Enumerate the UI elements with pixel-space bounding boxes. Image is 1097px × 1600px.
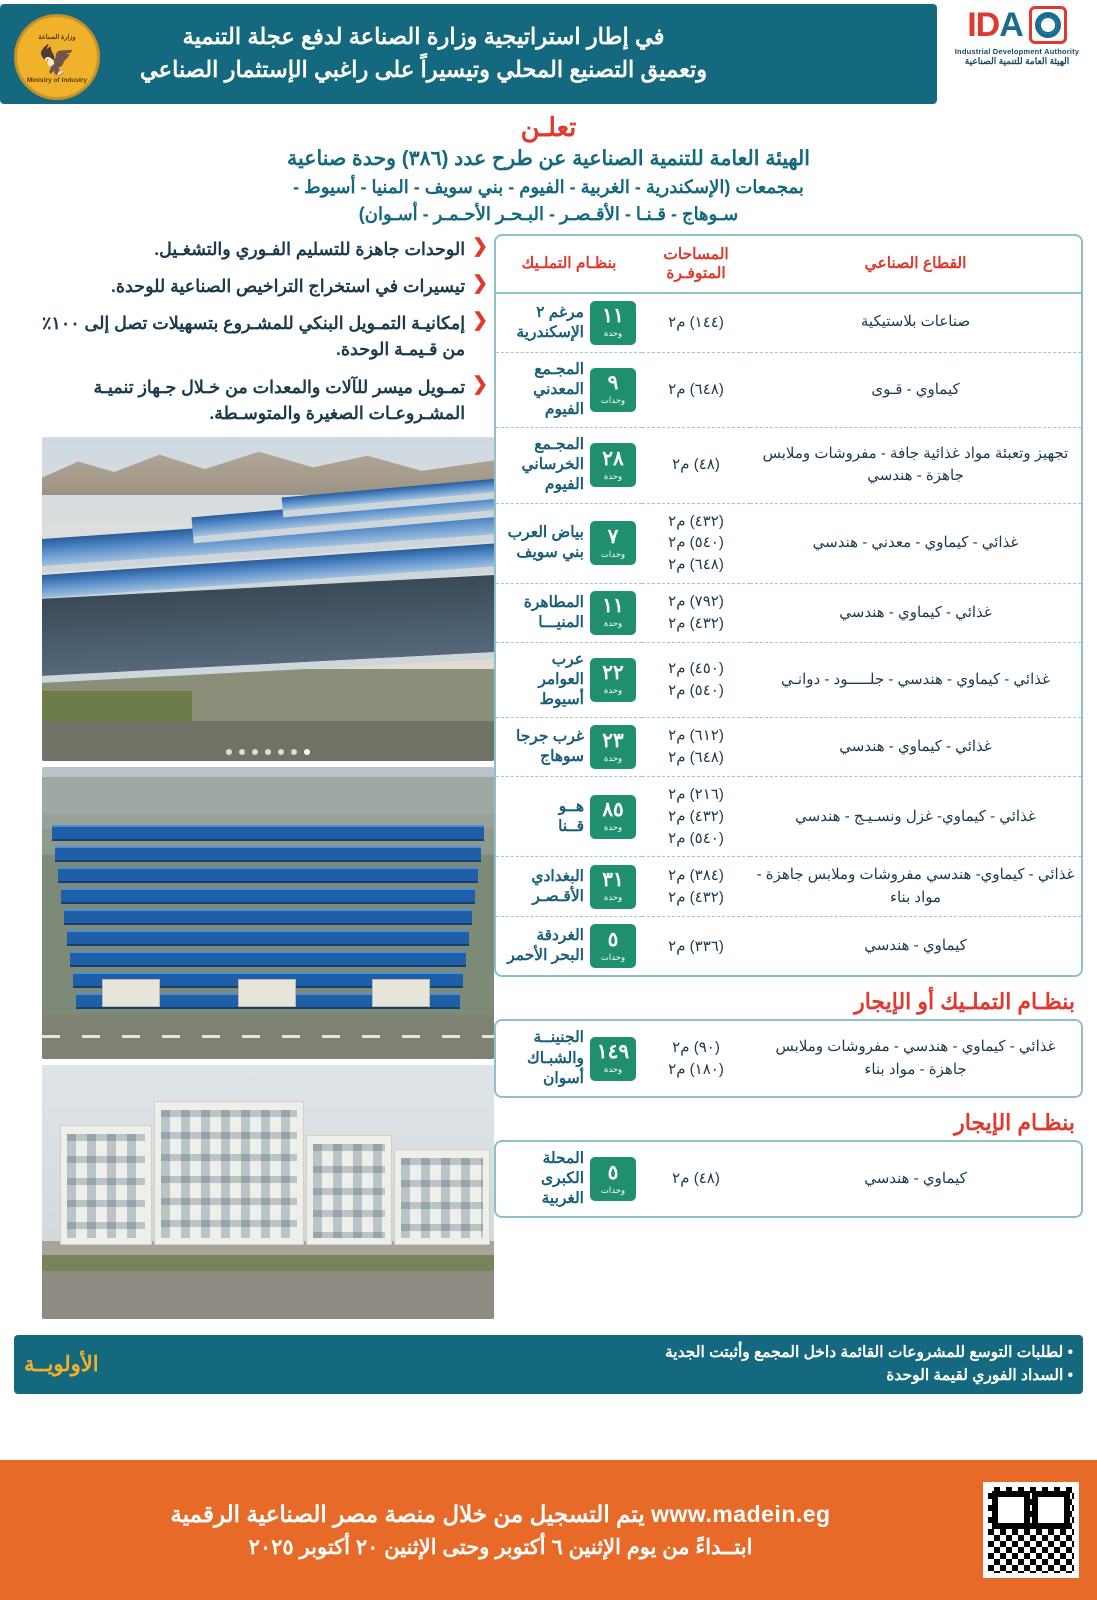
ownership-or-rent-table-wrapper (494, 1019, 1083, 1097)
eagle-icon: 🦅 (38, 44, 76, 78)
gear-icon (1029, 6, 1067, 44)
footer-registration-line (28, 1497, 973, 1532)
cell-available-area: (٤٣٢) م٢ (٥٤٠) م٢ (٦٤٨) م٢ (642, 503, 750, 583)
table-row (496, 777, 1081, 857)
complex-location: بياض العرب بني سويف (507, 524, 584, 562)
unit-word: وحدة (603, 1064, 623, 1075)
unit-count: ١١ (602, 305, 624, 328)
unit-count-badge (590, 924, 636, 968)
complex-location: المجـمع المعدني الفيوم (533, 360, 584, 418)
feature-item (22, 310, 488, 363)
cell-available-area: (٦٤٨) م٢ (642, 352, 750, 427)
unit-count-badge (590, 725, 636, 769)
cell-industrial-sector: غذائي - كيماوي - هندسي - جلـــــود - دوانـي (750, 642, 1081, 717)
unit-count-badge (590, 591, 636, 635)
ida-logo-letters: IDA (967, 6, 1023, 44)
cell-available-area: (٦١٢) م٢ (٦٤٨) م٢ (642, 718, 750, 777)
ida-logo-subtitle-en: Industrial Development Authority (954, 47, 1080, 56)
table-row (496, 718, 1081, 777)
unit-count-badge (590, 1037, 636, 1081)
announcement-line-1: الهيئة العامة للتنمية الصناعية عن طرح عدد (٣٨٦) وحدة صناعية (287, 147, 810, 170)
residential-industrial-buildings-photo (42, 1065, 494, 1319)
priority-items (117, 1342, 1073, 1387)
feature-item (22, 273, 488, 299)
cell-units-and-location (496, 352, 642, 427)
announcement-line-2b: سـوهاج - قـنـا - الأقـصـر - البـحـر الأحـمـر - أسـوان) (358, 203, 739, 224)
table-row (496, 642, 1081, 717)
complex-location: هــو قــنا (558, 797, 584, 835)
unit-word: وحدة (603, 892, 623, 903)
unit-word: وحدة (603, 752, 623, 763)
cell-industrial-sector: غذائي - كيماوي - هندسي (750, 583, 1081, 642)
cell-units-and-location (496, 857, 642, 917)
unit-count: ٥ (607, 928, 619, 951)
unit-count: ٣١ (602, 869, 624, 892)
unit-word: وحدة (603, 685, 623, 696)
cell-industrial-sector: كيماوي - هندسي (864, 937, 967, 955)
unit-count: ٨٥ (602, 799, 624, 822)
unit-word: وحدة (603, 618, 623, 629)
chevron-left-icon: ❮ (472, 272, 488, 294)
header-banner-line-2: وتعميق التصنيع المحلي وتيسيراً على راغبي الإستثمار الصناعي (139, 57, 708, 82)
table-header-row (496, 236, 1081, 293)
unit-count: ١٤٩ (596, 1041, 630, 1064)
feature-item (22, 236, 488, 262)
feature-item-label: الوحدات جاهزة للتسليم الفـوري والتشغـيل. (154, 238, 466, 259)
footer-registration-text: يتم التسجيل من خلال منصة مصر الصناعية الرقمية (170, 1501, 645, 1527)
cell-available-area: (٣٣٦) م٢ (668, 937, 724, 955)
column-header-area: المساحات المتوفـرة (642, 236, 750, 293)
complex-location: مرغم ٢ الإسكندرية (516, 303, 584, 341)
feature-item-label: إمكانيـة التمـويل البنكي للمشـروع بتسهيلات تصل إلى ١٠٠٪ من قـيمـة الوحدة. (42, 313, 466, 360)
priority-banner (14, 1335, 1083, 1394)
complex-location: الجنينــة والشبـاك أسوان (526, 1029, 584, 1087)
cell-available-area: (٤٥٠) م٢ (٥٤٠) م٢ (642, 642, 750, 717)
unit-word: وحدات (600, 548, 626, 559)
unit-count-badge (590, 658, 636, 702)
ida-logo-subtitle-ar: الهيئة العامة للتنمية الصناعية (964, 56, 1070, 66)
cell-industrial-sector: غذائي - كيماوي- هندسي مفروشات وملابس جاهزة - مواد بناء (750, 857, 1081, 917)
feature-item-label: تيسيرات في استخراج التراخيص الصناعية للوحدة. (111, 275, 466, 296)
column-header-sector: القطاع الصناعي (750, 236, 1081, 293)
table-row (496, 917, 1081, 976)
cell-units-and-location (496, 428, 642, 503)
cell-industrial-sector: صناعات بلاستيكية (750, 293, 1081, 353)
complex-location: المطاهرة المنيـــا (523, 593, 584, 631)
table-row (496, 503, 1081, 583)
complex-location: البغدادي الأقـصـر (531, 867, 584, 905)
announcement-block (0, 108, 1097, 228)
rent-table (496, 1142, 1081, 1216)
scheme-title-rent: بنظـام الإيجار (954, 1109, 1075, 1135)
cell-available-area: (٤٨) م٢ (672, 1170, 720, 1188)
registration-url[interactable]: www.madein.eg (651, 1501, 831, 1527)
unit-count: ٢٨ (602, 447, 624, 470)
unit-count: ٢٣ (602, 729, 624, 752)
unit-word: وحدات (600, 1184, 626, 1195)
feature-item (22, 374, 488, 427)
cell-units-and-location (496, 718, 642, 777)
header-banner (0, 4, 937, 104)
tables-column (494, 234, 1083, 1326)
complex-location: المحلة الكبرى الغربية (541, 1149, 584, 1208)
unit-count: ٥ (607, 1161, 619, 1184)
table-row (496, 857, 1081, 917)
table-row (496, 428, 1081, 503)
complex-location: الغردقة البحر الأحمر (507, 927, 584, 965)
cell-units-and-location (496, 583, 642, 642)
ministry-seal-top-text: وزارة الصناعة (38, 33, 76, 41)
cell-available-area: (٧٩٢) م٢ (٤٣٢) م٢ (642, 583, 750, 642)
unit-word: وحدة (603, 822, 623, 833)
unit-word: وحدات (600, 951, 626, 962)
unit-word: وحدة (603, 328, 623, 339)
main-content (0, 228, 1097, 1326)
cell-available-area: (١٤٤) م٢ (642, 293, 750, 353)
unit-count: ٧ (607, 525, 619, 548)
table-row (496, 583, 1081, 642)
unit-count-badge (590, 1157, 636, 1201)
ministry-seal-bottom-text: Ministry of Industry (26, 76, 88, 84)
complex-location: غرب جرجا سوهاج (516, 728, 584, 766)
announcement-keyword: تعلـن (520, 112, 577, 142)
priority-title: الأولويــة (24, 1353, 99, 1377)
ownership-or-rent-table (496, 1021, 1081, 1095)
cell-industrial-sector: غذائي - كيماوي - هندسي - مفروشات وملابس جاهزة - مواد بناء (775, 1038, 1056, 1078)
unit-word: وحدات (600, 395, 626, 406)
features-and-photos-column (14, 234, 494, 1326)
cell-units-and-location (496, 1142, 642, 1216)
chevron-left-icon: ❮ (472, 373, 488, 395)
cell-units-and-location (496, 777, 642, 857)
footer-dates-line: ابتــداءً من يوم الإثنين ٦ أكتوبر وحتى الإثنين ٢٠ أكتوبر ٢٠٢٥ (248, 1535, 753, 1559)
features-list (20, 234, 494, 427)
cell-units-and-location (496, 1021, 642, 1095)
page-footer (0, 1460, 1097, 1600)
table-row (496, 293, 1081, 353)
cell-industrial-sector: كيماوي - هندسي (864, 1169, 967, 1187)
unit-count-badge (590, 795, 636, 839)
priority-item: • لطلبات التوسع للمشروعات القائمة داخل المجمع وأثبتت الجدية (117, 1342, 1073, 1364)
cell-available-area: (٣٨٤) م٢ (٤٣٢) م٢ (642, 857, 750, 917)
unit-count: ٩ (607, 372, 619, 395)
cell-industrial-sector: تجهيز وتعبئة مواد غذائية جافة - مفروشات وملابس جاهزة - هندسي (750, 428, 1081, 503)
unit-word: وحدة (603, 470, 623, 481)
complex-location: المجـمع الخرساني الفيوم (521, 436, 584, 494)
cell-units-and-location (496, 917, 642, 976)
unit-count-badge (590, 521, 636, 565)
unit-count-badge (590, 865, 636, 909)
announcement-line-2a: بمجمعات (الإسكندرية - الغربية - الفيوم - بني سويف - المنيا - أسيوط - (293, 176, 804, 197)
unit-count-badge (590, 301, 636, 345)
chevron-left-icon: ❮ (472, 310, 488, 332)
column-header-units-scheme: بنظـام التملـيك (496, 236, 642, 293)
unit-count-badge (590, 368, 636, 412)
unit-count: ٢٢ (602, 662, 624, 685)
cell-available-area: (٩٠) م٢ (١٨٠) م٢ (668, 1038, 724, 1078)
cell-available-area: (٢١٦) م٢ (٤٣٢) م٢ (٥٤٠) م٢ (642, 777, 750, 857)
cell-available-area: (٤٨) م٢ (642, 428, 750, 503)
photo-carousel-dots[interactable] (42, 749, 494, 755)
chevron-left-icon: ❮ (472, 235, 488, 257)
factory-sheds-photo (42, 437, 494, 761)
unit-count: ١١ (602, 595, 624, 618)
unit-count-badge (590, 443, 636, 487)
cell-industrial-sector: غذائي - كيماوي- غزل ونسـيـج - هندسي (750, 777, 1081, 857)
cell-units-and-location (496, 293, 642, 353)
ministry-of-industry-seal (14, 14, 100, 100)
aerial-industrial-complex-photo (42, 767, 494, 1059)
ownership-table-wrapper (494, 234, 1083, 978)
complex-location: عرب العوامر أسيوط (538, 650, 584, 709)
priority-item: • السداد الفوري لقيمة الوحدة (117, 1365, 1073, 1387)
rent-table-wrapper (494, 1140, 1083, 1218)
table-row (496, 1021, 1081, 1095)
page-header (0, 0, 1097, 108)
table-row (496, 352, 1081, 427)
header-banner-line-1: في إطار استراتيجية وزارة الصناعة لدفع عجلة التنمية (182, 24, 665, 50)
cell-industrial-sector: كيماوي - قـوى (750, 352, 1081, 427)
qr-code[interactable] (983, 1482, 1079, 1578)
feature-item-label: تمـويل ميسر للآلات والمعدات من خـلال جـهاز تنميـة المشـروعـات الصغيرة والمتوسـطة. (93, 376, 466, 423)
cell-units-and-location (496, 503, 642, 583)
cell-industrial-sector: غذائي - كيماوي - هندسي (750, 718, 1081, 777)
photo-gallery (20, 437, 494, 1319)
cell-industrial-sector: غذائي - كيماوي - معدني - هندسي (750, 503, 1081, 583)
table-row (496, 1142, 1081, 1216)
cell-units-and-location (496, 642, 642, 717)
ida-logo (937, 0, 1097, 108)
ownership-table (496, 236, 1081, 976)
scheme-title-ownership-or-rent: بنظـام التملـيك أو الإيجار (854, 989, 1075, 1015)
